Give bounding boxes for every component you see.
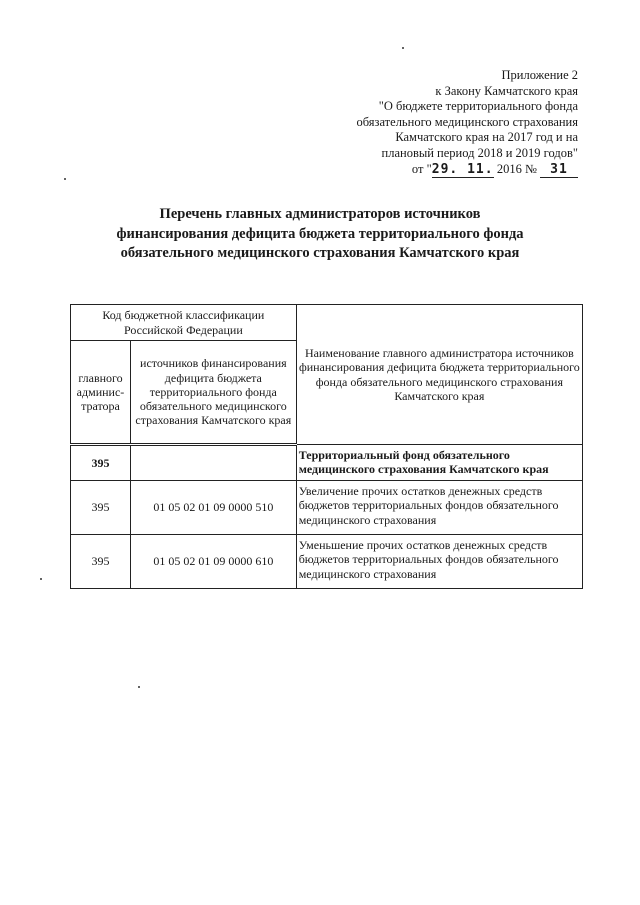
appendix-line: обязательного медицинского страхования — [356, 114, 578, 129]
scan-speck — [138, 686, 140, 688]
date-prefix: от " — [411, 161, 432, 176]
header-budget-classification: Код бюджетной классификации Российской Федерации — [71, 305, 297, 341]
title-line: Перечень главных администраторов источников — [159, 206, 481, 222]
scan-speck — [402, 47, 404, 49]
cell-source-code — [130, 445, 296, 481]
appendix-block — [278, 68, 578, 178]
header-chief-administrator: главного админис-тратора — [71, 341, 131, 445]
cell-name: Уменьшение прочих остатков денежных средств бюджетов территориальных фондов обязательного медицинского страхования — [296, 535, 582, 589]
cell-name: Увеличение прочих остатков денежных средств бюджетов территориальных фондов обязательного медицинского страхования — [296, 481, 582, 535]
administrators-table — [70, 304, 583, 589]
cell-source-code: 01 05 02 01 09 0000 510 — [130, 481, 296, 535]
date-day-month: 29. 11. — [431, 161, 494, 177]
law-date-line — [278, 162, 578, 178]
table-row — [71, 481, 583, 535]
appendix-line: к Закону Камчатского края — [435, 83, 578, 98]
cell-admin-code: 395 — [71, 445, 131, 481]
appendix-line: "О бюджете территориального фонда — [378, 99, 578, 114]
law-number: 31 — [540, 163, 578, 178]
scan-speck — [64, 178, 66, 180]
title-line: обязательного медицинского страхования Камчатского края — [120, 245, 520, 261]
table-row — [71, 535, 583, 589]
appendix-line: Камчатского края на 2017 год и на — [395, 130, 578, 145]
cell-name: Территориальный фонд обязательного медицинского страхования Камчатского края — [296, 445, 582, 481]
document-title — [0, 205, 640, 264]
cell-admin-code: 395 — [71, 535, 131, 589]
header-administrator-name: Наименование главного администратора источников финансирования дефицита бюджета территориального фонда обязательного медицинского страхования Камчатского края — [296, 305, 582, 445]
appendix-line: плановый период 2018 и 2019 годов" — [381, 145, 578, 160]
title-line: финансирования дефицита бюджета территориального фонда — [116, 225, 524, 242]
scan-speck — [40, 578, 42, 580]
cell-admin-code: 395 — [71, 481, 131, 535]
cell-source-code: 01 05 02 01 09 0000 610 — [130, 535, 296, 589]
table-row — [71, 445, 583, 481]
header-financing-sources: источников финансирования дефицита бюджета территориального фонда обязательного медицинского страхования Камчатского края — [130, 341, 296, 445]
number-sign: № — [524, 161, 537, 176]
date-year: 2016 — [496, 161, 522, 176]
appendix-line: Приложение 2 — [501, 68, 578, 82]
